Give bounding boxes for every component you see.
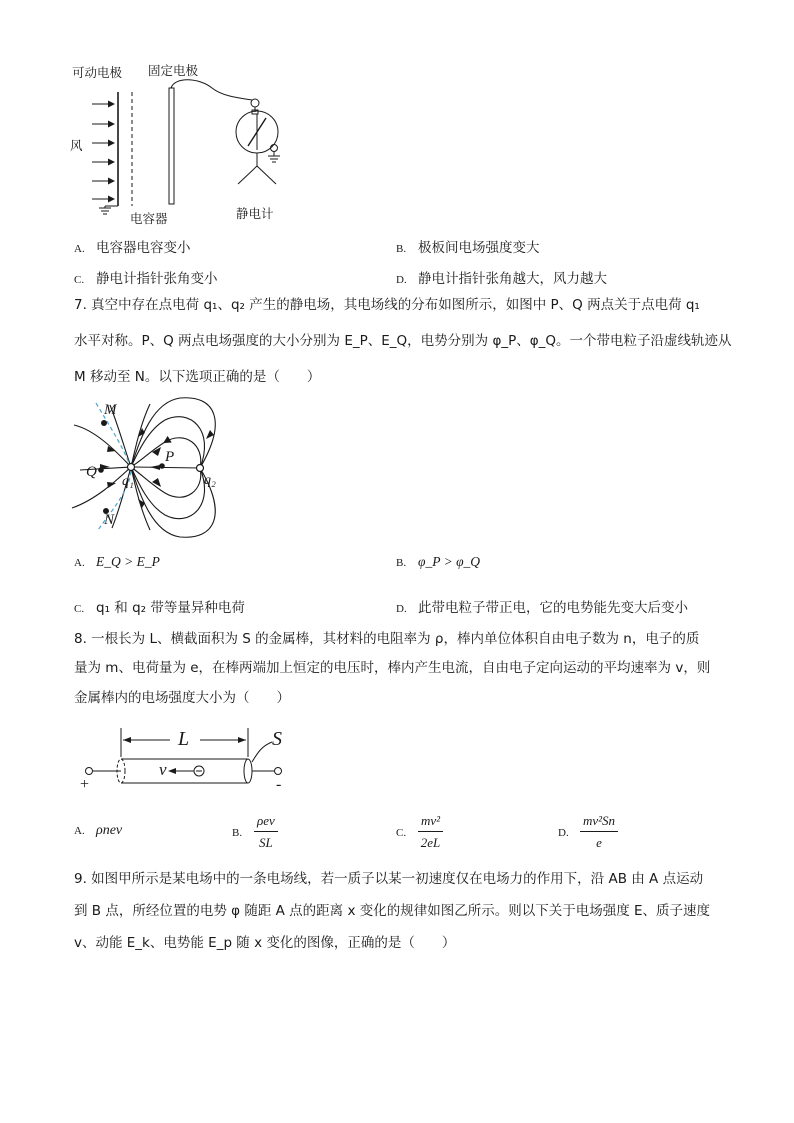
s-leader bbox=[252, 742, 272, 762]
rod-end-right bbox=[244, 759, 252, 783]
q9-stem-line2: 到 B 点，所经位置的电势 φ 随距 A 点的距离 x 变化的规律如图乙所示。则以下关于电场强度 E、质子速度 bbox=[74, 903, 711, 919]
fixed-plate-label: 固定电极 bbox=[148, 63, 199, 78]
label-minus: - bbox=[276, 776, 282, 793]
label-q1: q₁ bbox=[122, 474, 134, 489]
q6-option-b: B. 极板间电场强度变大 bbox=[396, 240, 540, 256]
q7-stem-line2: 水平对称。P、Q 两点电场强度的大小分别为 E_P、E_Q，电势分别为 φ_P、φ_Q。一个带电粒子沿虚线轨迹从 bbox=[74, 333, 732, 349]
terminal-positive bbox=[86, 768, 93, 775]
q7-option-b: B. φ_P > φ_Q bbox=[396, 554, 481, 569]
label-m: M bbox=[104, 402, 117, 418]
label-p: P bbox=[165, 449, 175, 465]
electrometer-label: 静电计 bbox=[236, 206, 274, 221]
q8-option-c: C. $\frac{\text{mv²}}{2eL}$ bbox=[396, 813, 443, 851]
wind-label: 风 bbox=[70, 138, 83, 153]
label-velocity: v bbox=[159, 760, 167, 779]
capacitor-label: 电容器 bbox=[130, 211, 168, 226]
q7-stem-line3: M 移动至 N。以下选项正确的是（ ） bbox=[74, 369, 321, 385]
q8-stem-line1: 8. 一根长为 L、横截面积为 S 的金属棒，其材料的电阻率为 ρ，棒内单位体积自由电子数为 n，电子的质 bbox=[74, 631, 700, 647]
label-length: L bbox=[178, 728, 190, 750]
label-area: S bbox=[272, 728, 282, 750]
q6-option-a: A. 电容器电容变小 bbox=[74, 240, 191, 256]
q8-option-d: D. $\frac{\text{mv²Sn}}{e}$ bbox=[558, 813, 618, 851]
q8-stem-line3: 金属棒内的电场强度大小为（ ） bbox=[74, 690, 290, 706]
q6-option-d: D. 静电计指针张角越大，风力越大 bbox=[396, 271, 607, 287]
label-q2: q₂ bbox=[204, 473, 216, 488]
q7-stem-line1: 7. 真空中存在点电荷 q₁、q₂ 产生的静电场，其电场线的分布如图所示，如图中 P、Q 两点关于点电荷 q₁ bbox=[74, 297, 700, 313]
q9-stem-line3: v、动能 E_k、电势能 E_p 随 x 变化的图像，正确的是（ ） bbox=[74, 935, 456, 951]
q6-option-c: C. 静电计指针张角变小 bbox=[74, 271, 218, 287]
q9-stem-line1: 9. 如图甲所示是某电场中的一条电场线，若一质子以某一初速度仅在电场力的作用下，沿 AB 由 A 点运动 bbox=[74, 871, 704, 887]
q8-option-a: A. ρnev bbox=[74, 823, 123, 838]
q7-option-a: A. E_Q > E_P bbox=[74, 554, 160, 569]
label-n: N bbox=[104, 512, 115, 528]
q7-option-d: D. 此带电粒子带正电，它的电势能先变大后变小 bbox=[396, 600, 688, 616]
q8-stem-line2: 量为 m、电荷量为 e，在棒两端加上恒定的电压时，棒内产生电流，自由电子定向运动的平均速率为 v，则 bbox=[74, 660, 711, 676]
q8-option-b: B. $\frac{\text{ρev}}{SL}$ bbox=[232, 813, 278, 851]
label-plus: + bbox=[80, 776, 90, 793]
terminal-negative bbox=[275, 768, 282, 775]
movable-plate-label: 可动电极 bbox=[72, 65, 123, 80]
q7-option-c: C. q₁ 和 q₂ 带等量异种电荷 bbox=[74, 600, 245, 616]
label-q: Q bbox=[86, 464, 97, 480]
